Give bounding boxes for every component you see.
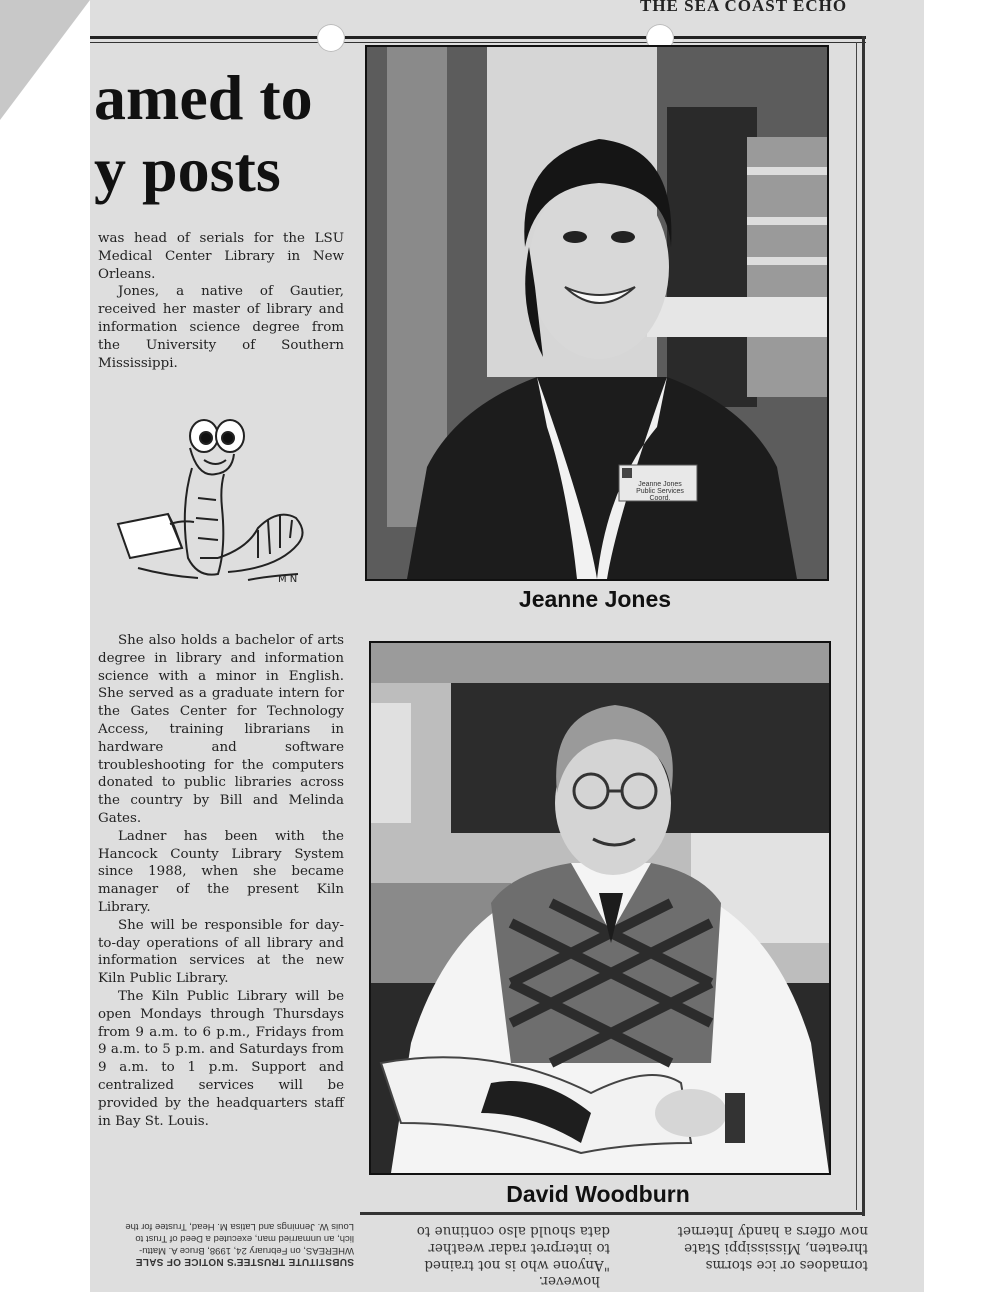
photo-david-woodburn: [369, 641, 831, 1175]
legal-notice-line: lich, an unmarried man, executed a Deed of Trust to: [135, 1233, 354, 1244]
headline-line-2: y posts: [94, 134, 281, 205]
paragraph: Jones, a native of Gautier, received her master of library and information science degree from the University of Southern Mississippi.: [98, 284, 344, 371]
upside-down-fragment: however.: [538, 1273, 600, 1289]
top-rule: [90, 36, 866, 39]
paragraph: She also holds a bachelor of arts degree in library and information science with a minor in English. She served as a graduate intern for the Gates Center for Technology Access, training librarians in hardware and software troubleshooting for the computers donated to public libraries across the country by Bill and Melinda Gates.: [98, 633, 344, 826]
paragraph: Ladner has been with the Hancock County Library System since 1988, when she became manager of the present Kiln Library.: [98, 828, 344, 915]
punch-hole: [317, 24, 345, 52]
masthead: THE SEA COAST ECHO: [640, 0, 848, 15]
top-rule-thin: [90, 42, 866, 43]
bottom-rule: [360, 1212, 865, 1215]
legal-notice-line: Louis W. Jennings and Latisa M. Head, Trustee for the: [125, 1221, 354, 1232]
photo-caption-jeanne-jones: Jeanne Jones: [518, 586, 672, 612]
paragraph: was head of serials for the LSU Medical Center Library in New Orleans.: [98, 231, 344, 282]
upside-down-line: threaten, Mississippi State: [684, 1240, 868, 1256]
bookworm-cartoon: [108, 408, 338, 608]
right-rule: [862, 36, 865, 1216]
portrait-image: [371, 643, 829, 1173]
upside-down-line: tornadoes or ice storms: [705, 1257, 868, 1273]
photo-jeanne-jones: [365, 45, 829, 581]
paragraph: The Kiln Public Library will be open Mondays through Thursdays from 9 a.m. to 6 p.m., Fridays from 9 a.m. to 5 p.m. and Saturdays from 9 a.m. to 1 p.m. Support and centralized services will be provided by the headquarters staff in Bay St. Louis.: [98, 988, 344, 1129]
badge-subtitle: Public Services Coord.: [636, 488, 684, 502]
right-rule-thin: [856, 42, 857, 1210]
upside-down-line: "Anyone who is not trained: [424, 1257, 610, 1273]
upside-down-line: data should also continue to: [416, 1223, 610, 1239]
upside-down-column: [628, 1222, 868, 1273]
paragraph: She will be responsible for day-to-day operations of all library and information services at the new Kiln Public Library.: [98, 917, 344, 987]
badge-name: Jeanne Jones: [638, 481, 682, 488]
article-column-bottom: [98, 632, 344, 1130]
name-badge: [625, 481, 695, 502]
upside-down-line: to interpret radar weather: [428, 1240, 610, 1256]
photo-caption-david-woodburn: David Woodburn: [506, 1181, 690, 1207]
article-column-top: [98, 230, 344, 372]
upside-down-line: now offers a handy Internet: [677, 1223, 868, 1239]
svg-text:M N: M N: [278, 574, 298, 585]
folded-corner: [0, 0, 90, 120]
legal-notice-line: WHEREAS, on February 24, 1998, Bruce A. Mattu-: [139, 1245, 354, 1256]
portrait-image: [367, 47, 827, 579]
legal-notice-title: SUBSTITUTE TRUSTEE'S NOTICE OF SALE: [135, 1256, 354, 1267]
upside-down-column: [366, 1222, 610, 1273]
legal-notice-upside-down: [98, 1220, 354, 1267]
headline-line-1: amed to: [94, 62, 313, 133]
